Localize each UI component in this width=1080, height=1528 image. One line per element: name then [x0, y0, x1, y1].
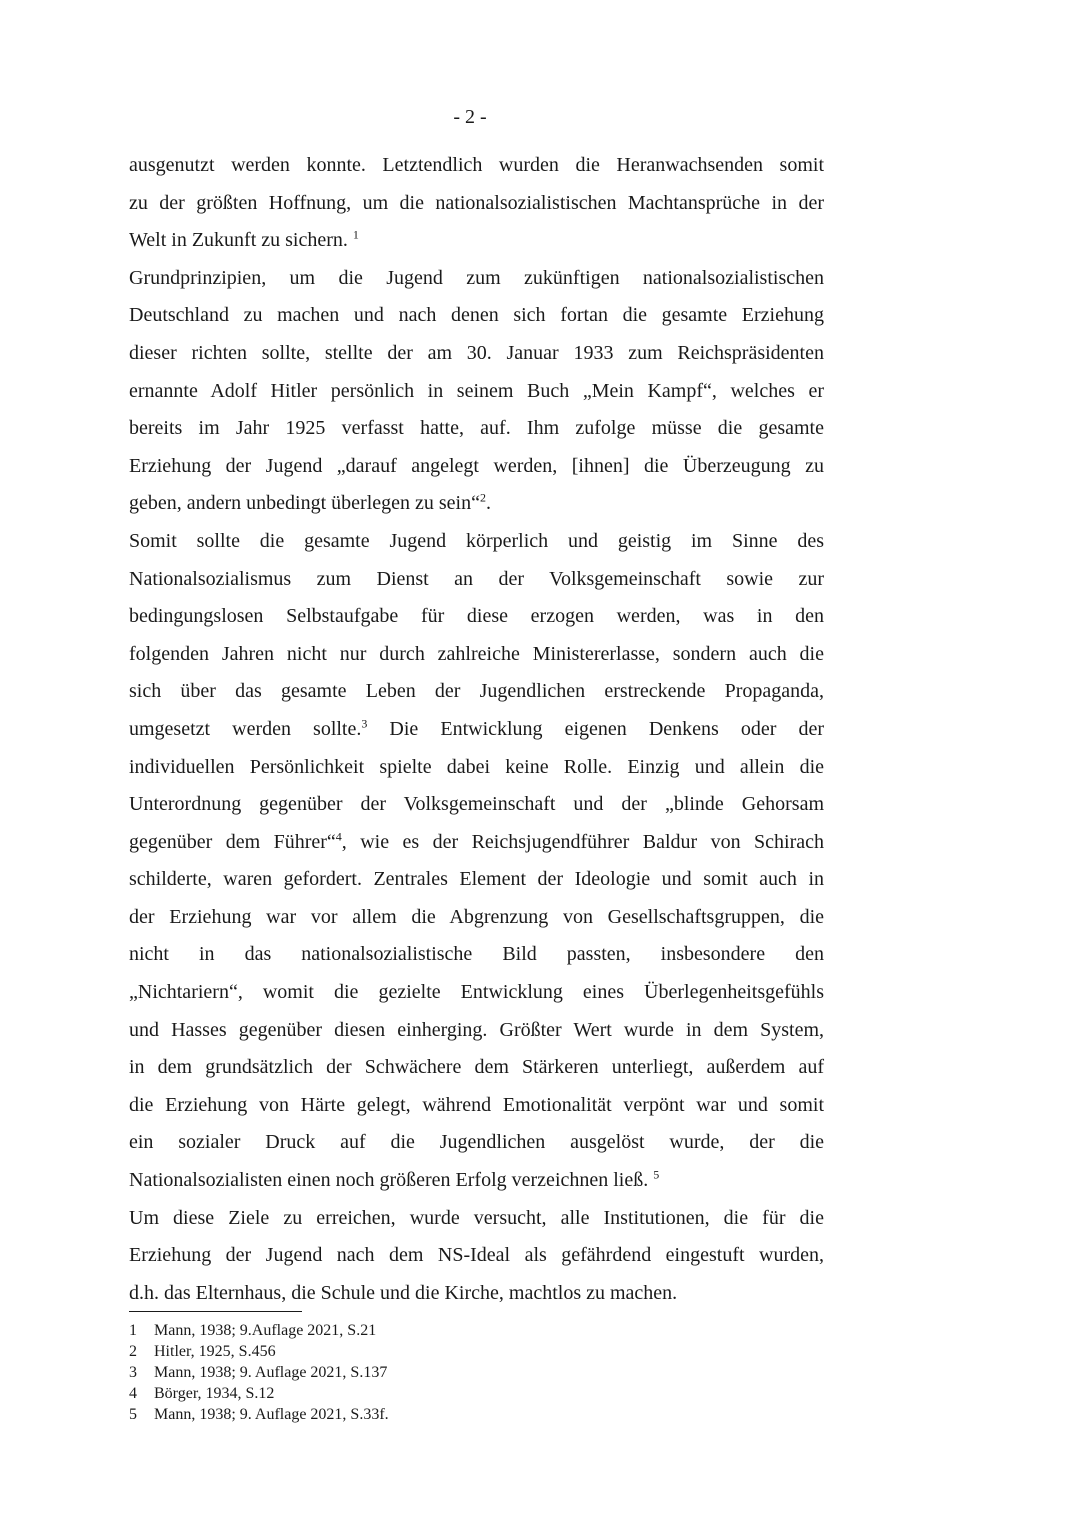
- line-text: zu der größten Hoffnung, um die nationalsozialistischen Machtansprüche in der: [129, 191, 824, 214]
- line-text: nicht in das nationalsozialistische Bild passten, insbesondere den: [129, 943, 824, 966]
- text-line: [129, 260, 824, 298]
- text-line: [129, 222, 824, 260]
- footnote: [129, 1341, 629, 1362]
- page-number: - 2 -: [453, 106, 487, 128]
- text-line: [129, 297, 824, 335]
- line-text: gegenüber dem Führer“: [129, 830, 336, 853]
- footnote-number: 1: [129, 1322, 137, 1339]
- line-text: Deutschland zu machen und nach denen sich fortan die gesamte Erziehung: [129, 304, 824, 327]
- footnote: [129, 1362, 629, 1383]
- text-line: [129, 749, 824, 787]
- line-text: Nationalsozialisten einen noch größeren Erfolg verzeichnen ließ.: [129, 1169, 654, 1192]
- line-text: und Hasses gegenüber diesen einherging. Größter Wert wurde in dem System,: [129, 1018, 824, 1041]
- text-line: [129, 561, 824, 599]
- line-text: Welt in Zukunft zu sichern.: [129, 229, 353, 252]
- footnote: [129, 1320, 629, 1341]
- text-line: [129, 523, 824, 561]
- text-line: [129, 936, 824, 974]
- line-text: ernannte Adolf Hitler persönlich in seinem Buch „Mein Kampf“, welches er: [129, 379, 824, 402]
- text-line: [129, 185, 824, 223]
- footnote-number: 2: [129, 1343, 137, 1360]
- text-line: [129, 1275, 824, 1313]
- footnote-text: Mann, 1938; 9. Auflage 2021, S.137: [154, 1364, 388, 1381]
- footnote: [129, 1404, 629, 1425]
- text-line: [129, 1087, 824, 1125]
- line-text: geben, andern unbedingt überlegen zu sein“: [129, 492, 480, 515]
- line-text: Grundprinzipien, um die Jugend zum zukünftigen nationalsozialistischen: [129, 266, 824, 289]
- footnote-number: 3: [129, 1364, 137, 1381]
- text-line: [129, 598, 824, 636]
- text-line: [129, 1162, 824, 1200]
- text-line: [129, 1124, 824, 1162]
- footnote-reference: 5: [653, 1167, 660, 1182]
- line-text: Erziehung der Jugend nach dem NS-Ideal als gefährdend eingestuft wurden,: [129, 1244, 824, 1267]
- footnote-number: 4: [129, 1385, 137, 1402]
- line-text: der Erziehung war vor allem die Abgrenzung von Gesellschaftsgruppen, die: [129, 905, 824, 928]
- line-text: in dem grundsätzlich der Schwächere dem Stärkeren unterliegt, außerdem auf: [129, 1056, 824, 1079]
- text-line: [129, 448, 824, 486]
- footnote-number: 5: [129, 1406, 137, 1423]
- line-text: Somit sollte die gesamte Jugend körperlich und geistig im Sinne des: [129, 529, 824, 552]
- line-text: schilderte, waren gefordert. Zentrales Element der Ideologie und somit auch in: [129, 868, 824, 891]
- footnote-reference: 3: [361, 716, 368, 731]
- line-text: umgesetzt werden sollte.: [129, 717, 362, 740]
- line-text: Unterordnung gegenüber der Volksgemeinschaft und der „blinde Gehorsam: [129, 793, 824, 816]
- text-line: [129, 861, 824, 899]
- text-line: [129, 373, 824, 411]
- text-line: [129, 410, 824, 448]
- line-text: Um diese Ziele zu erreichen, wurde versucht, alle Institutionen, die für die: [129, 1206, 824, 1229]
- text-line: [129, 1049, 824, 1087]
- line-text-continued: Die Entwicklung eigenen Denkens oder der: [367, 717, 824, 740]
- line-text: dieser richten sollte, stellte der am 30. Januar 1933 zum Reichspräsidenten: [129, 341, 824, 364]
- line-text: ein sozialer Druck auf die Jugendlichen ausgelöst wurde, der die: [129, 1131, 824, 1154]
- text-line: [129, 335, 824, 373]
- footnote-separator: [129, 1311, 302, 1312]
- line-text: individuellen Persönlichkeit spielte dabei keine Rolle. Einzig und allein die: [129, 755, 824, 778]
- line-text: d.h. das Elternhaus, die Schule und die Kirche, machtlos zu machen.: [129, 1281, 678, 1304]
- text-line: [129, 899, 824, 937]
- text-line: [129, 786, 824, 824]
- footnote-reference: 1: [352, 227, 359, 242]
- footnote-text: Mann, 1938; 9.Auflage 2021, S.21: [154, 1322, 377, 1339]
- footnote-text: Börger, 1934, S.12: [154, 1385, 275, 1402]
- text-line: [129, 1237, 824, 1275]
- text-line: [129, 974, 824, 1012]
- line-text: bereits im Jahr 1925 verfasst hatte, auf. Ihm zufolge müsse die gesamte: [129, 417, 824, 440]
- line-text: Erziehung der Jugend „darauf angelegt werden, [ihnen] die Überzeugung zu: [129, 454, 824, 477]
- text-line: [129, 824, 824, 862]
- text-line: [129, 485, 824, 523]
- footnote-reference: 4: [335, 829, 342, 844]
- line-text: folgenden Jahren nicht nur durch zahlreiche Ministererlasse, sondern auch die: [129, 642, 824, 665]
- text-line: [129, 636, 824, 674]
- footnote-reference: 2: [479, 490, 486, 505]
- line-text: „Nichtariern“, womit die gezielte Entwicklung eines Überlegenheitsgefühls: [129, 981, 824, 1004]
- line-text: sich über das gesamte Leben der Jugendlichen erstreckende Propaganda,: [129, 680, 824, 703]
- text-line: [129, 673, 824, 711]
- text-line: [129, 1200, 824, 1238]
- line-text: ausgenutzt werden konnte. Letztendlich wurden die Heranwachsenden somit: [129, 154, 824, 176]
- line-text: Nationalsozialismus zum Dienst an der Volksgemeinschaft sowie zur: [129, 567, 824, 590]
- text-line: [129, 147, 824, 185]
- footnote: [129, 1383, 629, 1404]
- footnote-text: Mann, 1938; 9. Auflage 2021, S.33f.: [154, 1406, 389, 1423]
- body-text: [129, 147, 824, 1312]
- line-text: die Erziehung von Härte gelegt, während Emotionalität verpönt war und somit: [129, 1093, 824, 1116]
- text-line: [129, 711, 824, 749]
- footnote-text: Hitler, 1925, S.456: [154, 1343, 276, 1360]
- line-text-continued: .: [485, 492, 491, 515]
- line-text: bedingungslosen Selbstaufgabe für diese erzogen werden, was in den: [129, 605, 824, 628]
- line-text-continued: , wie es der Reichsjugendführer Baldur von Schirach: [341, 830, 825, 853]
- footnotes: [129, 1320, 629, 1425]
- text-line: [129, 1012, 824, 1050]
